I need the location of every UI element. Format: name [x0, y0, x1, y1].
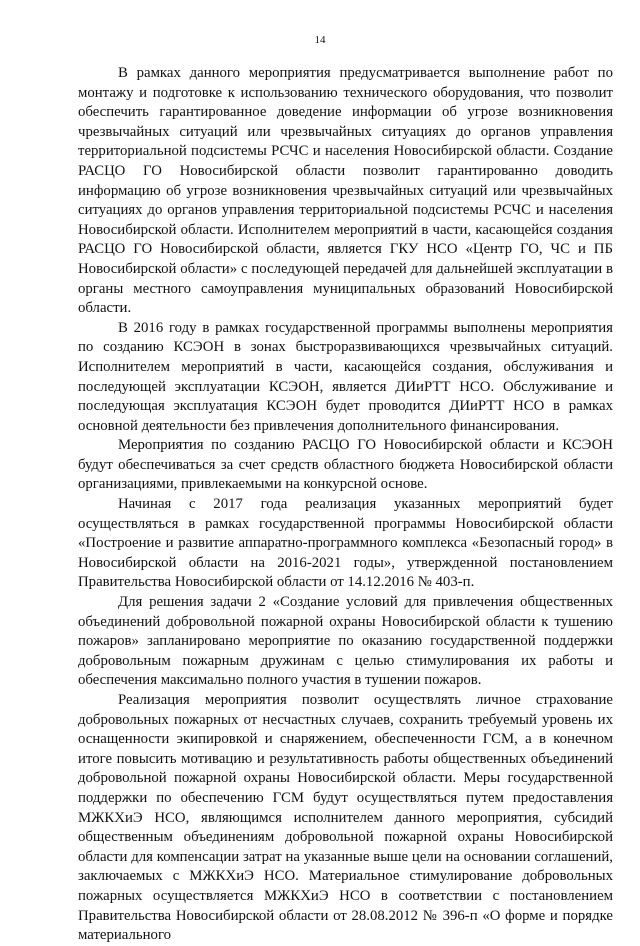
paragraph-3: Мероприятия по созданию РАСЦО ГО Новосибирской области и КСЭОН будут обеспечиваться за счет средств областного бюджета Новосибирской области организациями, привлекаемыми на конкурсной основе.	[78, 437, 613, 493]
paragraph-6: Реализация мероприятия позволит осуществлять личное страхование добровольных пожарных от несчастных случаев, сохранить требуемый уровень их оснащенности экипировкой и снаряжением, обеспеченности ГСМ, а в конечном итоге повысить мотивацию и результативность работы общественных объединений добровольной пожарной охраны Новосибирской области. Меры государственной поддержки по обеспечению ГСМ будут осуществляться путем предоставления МЖКХиЭ НСО, являющимся исполнителем данного мероприятия, субсидий общественным объединениям добровольной пожарной охраны Новосибирской области для компенсации затрат на указанные выше цели на основании соглашений, заключаемых с МЖКХиЭ НСО. Материальное стимулирование добровольных пожарных осуществляется МЖКХиЭ НСО в соответствии с постановлением Правительства Новосибирской области от 28.08.2012 № 396-п «О форме и порядке материального	[78, 692, 613, 944]
page-number: 14	[314, 34, 326, 46]
paragraph-4: Начиная с 2017 года реализация указанных мероприятий будет осуществляться в рамках государственной программы Новосибирской области «Построение и развитие аппаратно-программного комплекса «Безопасный город» в Новосибирской области на 2016-2021 годы», утвержденной постановлением Правительства Новосибирской области от 14.12.2016 № 403-п.	[78, 496, 613, 591]
document-body	[78, 64, 613, 946]
paragraph-5: Для решения задачи 2 «Создание условий для привлечения общественных объединений добровольной пожарной охраны Новосибирской области к тушению пожаров» запланировано мероприятие по оказанию государственной поддержки добровольным пожарным дружинам с целью стимулирования их работы и обеспечения максимально полного участия в тушении пожаров.	[78, 594, 613, 689]
paragraph-1: В рамках данного мероприятия предусматривается выполнение работ по монтажу и подготовке к использованию технического оборудования, что позволит обеспечить гарантированное доведение информации об угрозе возникновения чрезвычайных ситуаций или чрезвычайных ситуациях до органов управления территориальной подсистемы РСЧС и населения Новосибирской области. Создание РАСЦО ГО Новосибирской области позволит гарантированно доводить информацию об угрозе возникновения чрезвычайных ситуаций или чрезвычайных ситуациях до органов управления территориальной подсистемы РСЧС и населения Новосибирской области. Исполнителем мероприятий в части, касающейся создания РАСЦО ГО Новосибирской области, является ГКУ НСО «Центр ГО, ЧС и ПБ Новосибирской области» с последующей передачей для дальнейшей эксплуатации в органы местного самоуправления муниципальных образований Новосибирской области.	[78, 65, 613, 317]
paragraph-2: В 2016 году в рамках государственной программы выполнены мероприятия по созданию КСЭОН в зонах быстроразвивающихся чрезвычайных ситуаций. Исполнителем мероприятий в части, касающейся создания, обслуживания и последующей эксплуатации КСЭОН, является ДИиРТТ НСО. Обслуживание и последующая эксплуатация КСЭОН будет проводится ДИиРТТ НСО в рамках основной деятельности без привлечения дополнительного финансирования.	[78, 319, 613, 434]
